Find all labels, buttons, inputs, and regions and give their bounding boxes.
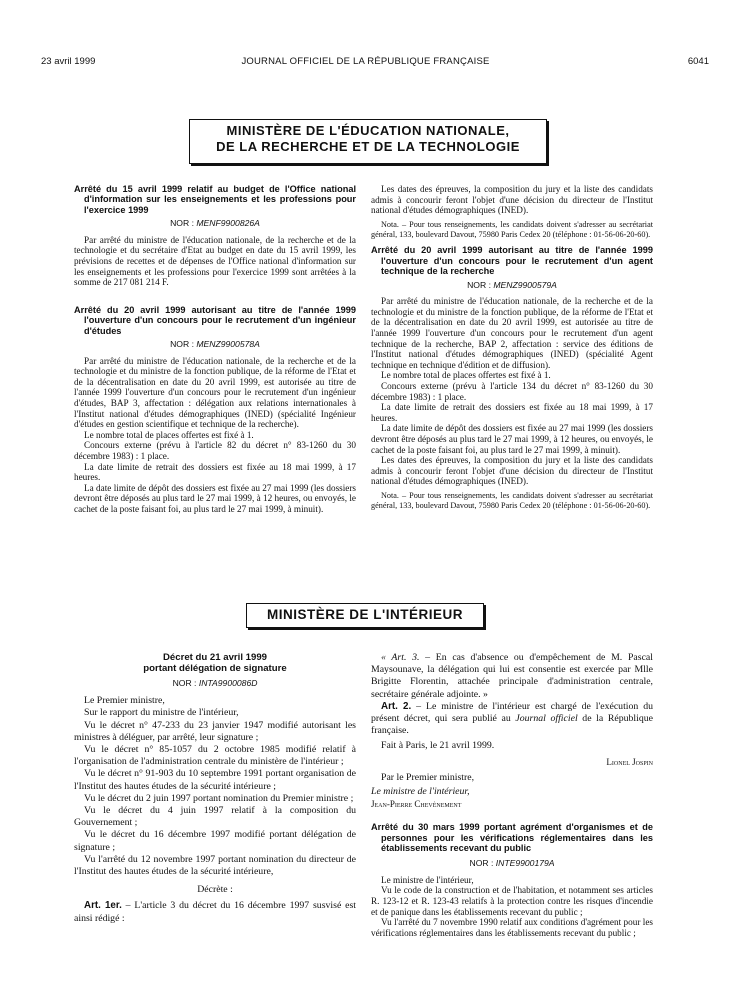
article-paragraph: Concours externe (prévu à l'article 82 du décret n° 83-1260 du 30 décembre 1983) : 1 place. xyxy=(74,440,356,461)
article-title: Arrêté du 20 avril 1999 autorisant au titre de l'année 1999 l'ouverture d'un concours pour le recrutement d'un agent technique de la recherche xyxy=(371,245,653,277)
article-lines xyxy=(371,875,653,939)
decree-line: Le Premier ministre, xyxy=(84,695,165,707)
decree-line: Vu le décret du 16 décembre 1997 modifié portant délégation de signature ; xyxy=(74,829,356,853)
minister-title: Le ministre de l'intérieur, xyxy=(371,786,470,798)
article-text: de la République française. xyxy=(371,713,654,737)
nor-code: MENZ9900579A xyxy=(493,279,557,290)
nor-reference xyxy=(74,218,356,229)
journal-title: JOURNAL OFFICIEL DE LA RÉPUBLIQUE FRANÇAISE xyxy=(241,56,490,67)
running-header xyxy=(0,56,731,68)
article-paragraph: La date limite de retrait des dossiers est fixée au 18 mai 1999, à 17 heures. xyxy=(371,402,653,423)
article-line: Le ministre de l'intérieur, xyxy=(381,874,474,885)
nor-reference xyxy=(371,857,653,869)
decree-line: Vu l'arrêté du 12 novembre 1997 portant nomination du directeur de l'Institut des hautes études de la sécurité intérieure, xyxy=(74,853,356,878)
article-paragraph: La date limite de dépôt des dossiers est fixée au 27 mai 1999 (les dossiers devront être déposés au plus tard le 27 mai 1999, à 12 heures, ou envoyés, le cachet de la poste faisant foi, au plus tard le 27 mai 1999, à minuit). xyxy=(371,423,653,455)
nor-code: INTE9900179A xyxy=(495,857,555,868)
article-note: Nota. – Pour tous renseignements, les candidats doivent s'adresser au secrétariat général, 133, boulevard Davout, 75980 Paris Cedex 20 (téléphone : 01-56-06-20-60). xyxy=(371,490,653,510)
right-column-top xyxy=(371,184,653,510)
article-paragraph: Par arrêté du ministre de l'éducation nationale, de la recherche et de la technologie et du ministre de la fonction publique, de la réforme de l'Etat et de la décentralisation en date du 20 avril 1999, est autorisée au titre de l'année 1999 l'ouverture d'un concours pour le recrutement d'un ingénieur d'études, BAP 3, affectation : délégation aux relations internationales à l'Institut national d'études démographiques (INED) (spécialité Ingénieur d'études en gestion scientifique et technique de la recherche). xyxy=(74,355,356,430)
article-line: Vu l'arrêté du 7 novembre 1990 relatif aux conditions d'agrément pour les vérifications réglementaires dans les établissements recevant du public ; xyxy=(371,917,653,938)
left-column-top xyxy=(74,184,356,515)
nor-reference xyxy=(371,280,653,291)
article-paragraph: Le nombre total de places offertes est fixé à 1. xyxy=(84,429,254,440)
decree-line: Sur le rapport du ministre de l'intérieur, xyxy=(84,707,239,719)
nor-label: NOR : xyxy=(467,279,491,290)
article-note: Nota. – Pour tous renseignements, les candidats doivent s'adresser au secrétariat général, 133, boulevard Davout, 75980 Paris Cedex 20 (téléphone : 01-56-06-20-60). xyxy=(371,219,653,239)
decree-decrete: Décrète : xyxy=(197,884,233,896)
article-paragraph: La date limite de retrait des dossiers est fixée au 18 mai 1999, à 17 heures. xyxy=(74,461,356,483)
ministry-interior-line1: MINISTÈRE DE L'INTÉRIEUR xyxy=(267,607,463,622)
article-paragraph: Le nombre total de places offertes est fixé à 1. xyxy=(381,370,551,381)
decree-par: Par le Premier ministre, xyxy=(381,771,475,783)
nor-label: NOR : xyxy=(172,678,197,688)
nor-code: MENF9900826A xyxy=(196,218,260,229)
header-date: 23 avril 1999 xyxy=(41,56,96,67)
ministry-education-box xyxy=(189,119,547,164)
article-text: – En cas d'absence ou d'empêchement de M. Pascal Maysounave, la délégation qui lui est consentie est exercée par Mlle Brigitte Florentin, attachée principale d'administration centrale, secrétaire générale adjointe. » xyxy=(371,652,653,700)
article-paragraph: Les dates des épreuves, la composition du jury et la liste des candidats admis à concourir feront l'objet d'une décision du directeur de l'Institut national d'études démographiques (INED). xyxy=(371,184,653,216)
nor-reference xyxy=(74,339,356,350)
article-title: Arrêté du 30 mars 1999 portant agrément d'organismes et de personnes pour les vérifications réglementaires dans les établissements recevant du public xyxy=(371,822,653,854)
article-title: Arrêté du 20 avril 1999 autorisant au titre de l'année 1999 l'ouverture d'un concours pour le recrutement d'un ingénieur d'études xyxy=(74,304,356,336)
article-text: – L'article 3 du décret du 16 décembre 1997 susvisé est ainsi rédigé : xyxy=(74,900,356,924)
ministry-interior-box xyxy=(246,603,484,628)
ministry-education-line2: DE LA RECHERCHE ET DE LA TECHNOLOGIE xyxy=(216,139,520,154)
nor-reference xyxy=(74,677,356,689)
article-paragraph: La date limite de dépôt des dossiers est fixée au 27 mai 1999 (les dossiers devront être déposés au plus tard le 27 mai 1999, à 12 heures, ou envoyés, le cachet de la poste faisant foi, au plus tard le 27 mai 1999, à minuit). xyxy=(74,482,356,514)
article-paragraph: Par arrêté du ministre de l'éducation nationale, de la recherche et de la technologie et du ministre de la fonction publique, de la réforme de l'Etat et de la décentralisation en date du 20 avril 1999, est autorisée au titre de l'année 1999 l'ouverture d'un concours pour le recrutement d'un agent technique de la recherche, BAP 2, affectation : service des éditions de l'Institut national d'études démographiques (INED) (spécialité Agent technique en technique d'édition et de diffusion). xyxy=(371,296,653,370)
article-label: Art. 2. xyxy=(381,700,412,712)
nor-label: NOR : xyxy=(469,857,494,868)
nor-label: NOR : xyxy=(170,339,194,349)
decree-article-2 xyxy=(371,701,653,738)
article-paragraph: Concours externe (prévu à l'article 134 du décret n° 83-1260 du 30 décembre 1983) : 1 place. xyxy=(371,380,653,402)
decree-title: Décret du 21 avril 1999 xyxy=(163,652,267,663)
ministry-education-line1: MINISTÈRE DE L'ÉDUCATION NATIONALE, xyxy=(226,123,510,138)
article-paragraph: Les dates des épreuves, la composition du jury et la liste des candidats admis à concourir feront l'objet d'une décision du directeur de l'Institut national d'études démographiques (INED). xyxy=(371,455,653,487)
decree-signatory: Lionel Jospin xyxy=(606,756,653,767)
article-body: Par arrêté du ministre de l'éducation nationale, de la recherche et de la technologie et du secrétaire d'Etat au budget en date du 15 avril 1999, les prévisions de recettes et de dépenses de l'Office national d'information sur les enseignements et les professions pour l'exercice 1999 sont arrêtées à la somme de 217 081 214 F. xyxy=(74,234,356,288)
right-column-bottom xyxy=(371,652,653,938)
article-title: Arrêté du 15 avril 1999 relatif au budget de l'Office national d'information sur les enseignements et les professions pour l'exercice 1999 xyxy=(74,184,356,215)
left-column-bottom xyxy=(74,652,356,925)
article-label: Art. 1er. xyxy=(84,900,122,912)
nor-code: INTA9900086D xyxy=(198,678,258,688)
page-number: 6041 xyxy=(687,56,709,67)
decree-article-1 xyxy=(74,900,356,924)
decree-line: Vu le décret du 4 juin 1997 relatif à la composition du Gouvernement ; xyxy=(74,805,356,829)
minister-name: Jean-Pierre Chevènement xyxy=(371,799,462,810)
decree-line: Vu le décret n° 85-1057 du 2 octobre 1985 modifié relatif à l'organisation de l'administration centrale du ministère de l'intérieur ; xyxy=(74,744,356,768)
decree-line: Vu le décret n° 47-233 du 23 janvier 1947 modifié autorisant les ministres à déléguer, par arrêté, leur signature ; xyxy=(74,719,356,743)
nor-label: NOR : xyxy=(170,218,194,229)
article-label: « Art. 3. xyxy=(381,652,420,663)
article-text: – Le ministre de l'intérieur est chargé de l'exécution du présent décret, qui sera publié au xyxy=(371,700,654,725)
decree-done: Fait à Paris, le 21 avril 1999. xyxy=(381,740,495,752)
decree-line: Vu le décret du 2 juin 1997 portant nomination du Premier ministre ; xyxy=(84,792,354,804)
decree-article-3-quote xyxy=(371,652,653,701)
journal-name: Journal officiel xyxy=(515,713,578,725)
decree-subtitle: portant délégation de signature xyxy=(143,663,287,674)
nor-code: MENZ9900578A xyxy=(196,339,260,349)
decree-line: Vu le décret n° 91-903 du 10 septembre 1991 portant organisation de l'Institut des hautes études de la sécurité intérieure ; xyxy=(74,768,356,792)
article-line: Vu le code de la construction et de l'habitation, et notamment ses articles R. 123-12 et R. 123-43 relatifs à la protection contre les risques d'incendie et de panique dans les établissements recevant du public ; xyxy=(371,885,653,917)
